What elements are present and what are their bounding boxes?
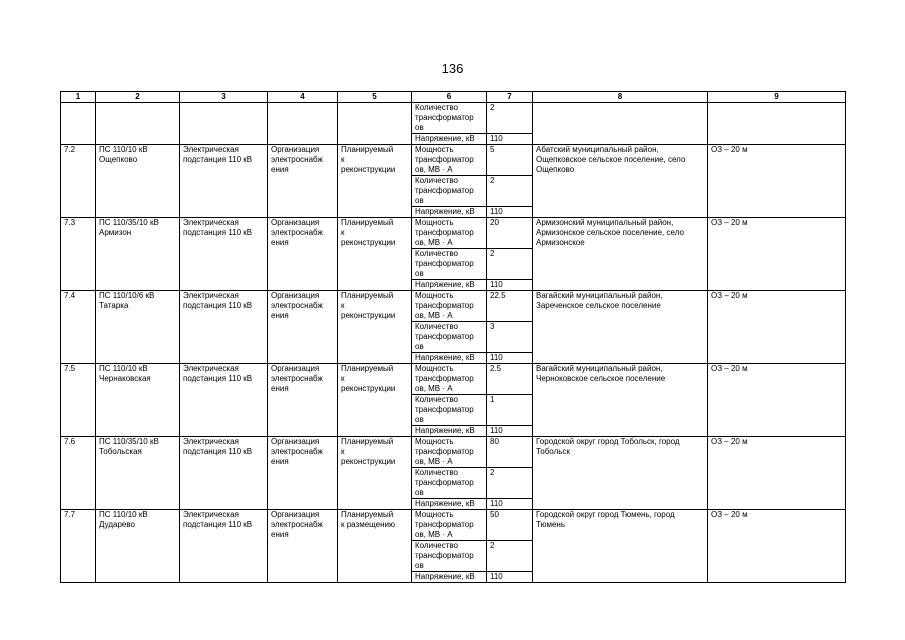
cell-value: 50 — [487, 510, 533, 541]
cell-param: Количество трансформатор ов — [412, 395, 487, 426]
cell-status: Планируемый к реконструкции — [338, 218, 412, 291]
cell-value: 110 — [487, 280, 533, 291]
cell-param: Напряжение, кВ — [412, 426, 487, 437]
table-row — [61, 510, 846, 541]
cell-purpose: Организация электроснабж ения — [268, 437, 338, 510]
cell-type: Электрическая подстанция 110 кВ — [180, 218, 268, 291]
cell-status: Планируемый к реконструкции — [338, 437, 412, 510]
cell-value: 110 — [487, 572, 533, 583]
cell-param: Напряжение, кВ — [412, 572, 487, 583]
cell-num: 7.7 — [61, 510, 96, 583]
cell-num — [61, 103, 96, 145]
cell-value: 20 — [487, 218, 533, 249]
cell-zone: ОЗ – 20 м — [708, 364, 846, 437]
header-col-2: 2 — [96, 92, 180, 103]
cell-type: Электрическая подстанция 110 кВ — [180, 364, 268, 437]
cell-param: Мощность трансформатор ов, МВ · А — [412, 437, 487, 468]
cell-zone — [708, 103, 846, 145]
cell-param: Количество трансформатор ов — [412, 541, 487, 572]
cell-param: Напряжение, кВ — [412, 499, 487, 510]
cell-zone: ОЗ – 20 м — [708, 145, 846, 218]
cell-param: Напряжение, кВ — [412, 207, 487, 218]
cell-name: ПС 110/10/6 кВ Татарка — [96, 291, 180, 364]
header-col-8: 8 — [533, 92, 708, 103]
cell-value: 110 — [487, 426, 533, 437]
cell-type — [180, 103, 268, 145]
cell-name — [96, 103, 180, 145]
cell-type: Электрическая подстанция 110 кВ — [180, 145, 268, 218]
cell-type: Электрическая подстанция 110 кВ — [180, 291, 268, 364]
cell-purpose: Организация электроснабж ения — [268, 218, 338, 291]
cell-name: ПС 110/35/10 кВ Армизон — [96, 218, 180, 291]
header-col-6: 6 — [412, 92, 487, 103]
cell-param: Напряжение, кВ — [412, 353, 487, 364]
cell-location: Городской округ город Тобольск, город Тобольск — [533, 437, 708, 510]
cell-param: Количество трансформатор ов — [412, 249, 487, 280]
cell-location: Вагайский муниципальный район, Черноковское сельское поселение — [533, 364, 708, 437]
cell-location: Абатский муниципальный район, Ощепковское сельское поселение, село Ощепково — [533, 145, 708, 218]
table-row — [61, 291, 846, 322]
cell-param: Количество трансформатор ов — [412, 103, 487, 134]
cell-num: 7.6 — [61, 437, 96, 510]
cell-status: Планируемый к реконструкции — [338, 145, 412, 218]
cell-value: 110 — [487, 499, 533, 510]
cell-type: Электрическая подстанция 110 кВ — [180, 510, 268, 583]
cell-name: ПС 110/10 кВ Ощепково — [96, 145, 180, 218]
cell-num: 7.3 — [61, 218, 96, 291]
cell-num: 7.5 — [61, 364, 96, 437]
cell-param: Количество трансформатор ов — [412, 322, 487, 353]
cell-value: 5 — [487, 145, 533, 176]
cell-param: Напряжение, кВ — [412, 280, 487, 291]
cell-value: 110 — [487, 353, 533, 364]
cell-status: Планируемый к размещению — [338, 510, 412, 583]
cell-param: Мощность трансформатор ов, МВ · А — [412, 218, 487, 249]
cell-value: 2 — [487, 468, 533, 499]
cell-value: 2 — [487, 541, 533, 572]
header-col-1: 1 — [61, 92, 96, 103]
cell-name: ПС 110/10 кВ Дударево — [96, 510, 180, 583]
cell-value: 22.5 — [487, 291, 533, 322]
cell-zone: ОЗ – 20 м — [708, 437, 846, 510]
table-row — [61, 218, 846, 249]
cell-status — [338, 103, 412, 145]
table-row — [61, 437, 846, 468]
cell-location: Городской округ город Тюмень, город Тюмень — [533, 510, 708, 583]
table-row — [61, 103, 846, 134]
cell-location: Армизонский муниципальный район, Армизонское сельское поселение, село Армизонское — [533, 218, 708, 291]
cell-param: Напряжение, кВ — [412, 134, 487, 145]
cell-purpose: Организация электроснабж ения — [268, 291, 338, 364]
substations-table — [60, 91, 846, 583]
table-row — [61, 145, 846, 176]
cell-location: Вагайский муниципальный район, Зареченское сельское поселение — [533, 291, 708, 364]
cell-param: Мощность трансформатор ов, МВ · А — [412, 145, 487, 176]
cell-purpose: Организация электроснабж ения — [268, 145, 338, 218]
cell-status: Планируемый к реконструкции — [338, 291, 412, 364]
cell-purpose: Организация электроснабж ения — [268, 510, 338, 583]
cell-name: ПС 110/35/10 кВ Тобольская — [96, 437, 180, 510]
header-col-5: 5 — [338, 92, 412, 103]
table-row — [61, 364, 846, 395]
cell-value: 110 — [487, 134, 533, 145]
header-col-3: 3 — [180, 92, 268, 103]
cell-value: 2 — [487, 249, 533, 280]
cell-location — [533, 103, 708, 145]
cell-num: 7.2 — [61, 145, 96, 218]
page-number: 136 — [441, 61, 464, 76]
cell-value: 2 — [487, 176, 533, 207]
cell-param: Мощность трансформатор ов, МВ · А — [412, 510, 487, 541]
cell-param: Мощность трансформатор ов, МВ · А — [412, 291, 487, 322]
header-col-4: 4 — [268, 92, 338, 103]
header-col-7: 7 — [487, 92, 533, 103]
cell-name: ПС 110/10 кВ Чернаковская — [96, 364, 180, 437]
cell-value: 1 — [487, 395, 533, 426]
cell-num: 7.4 — [61, 291, 96, 364]
cell-value: 2 — [487, 103, 533, 134]
cell-purpose: Организация электроснабж ения — [268, 364, 338, 437]
cell-status: Планируемый к реконструкции — [338, 364, 412, 437]
header-row — [61, 92, 846, 103]
cell-zone: ОЗ – 20 м — [708, 510, 846, 583]
cell-value: 3 — [487, 322, 533, 353]
header-col-9: 9 — [708, 92, 846, 103]
cell-param: Количество трансформатор ов — [412, 468, 487, 499]
cell-purpose — [268, 103, 338, 145]
cell-value: 110 — [487, 207, 533, 218]
cell-type: Электрическая подстанция 110 кВ — [180, 437, 268, 510]
cell-zone: ОЗ – 20 м — [708, 218, 846, 291]
cell-value: 80 — [487, 437, 533, 468]
cell-param: Мощность трансформатор ов, МВ · А — [412, 364, 487, 395]
cell-value: 2.5 — [487, 364, 533, 395]
cell-param: Количество трансформатор ов — [412, 176, 487, 207]
cell-zone: ОЗ – 20 м — [708, 291, 846, 364]
